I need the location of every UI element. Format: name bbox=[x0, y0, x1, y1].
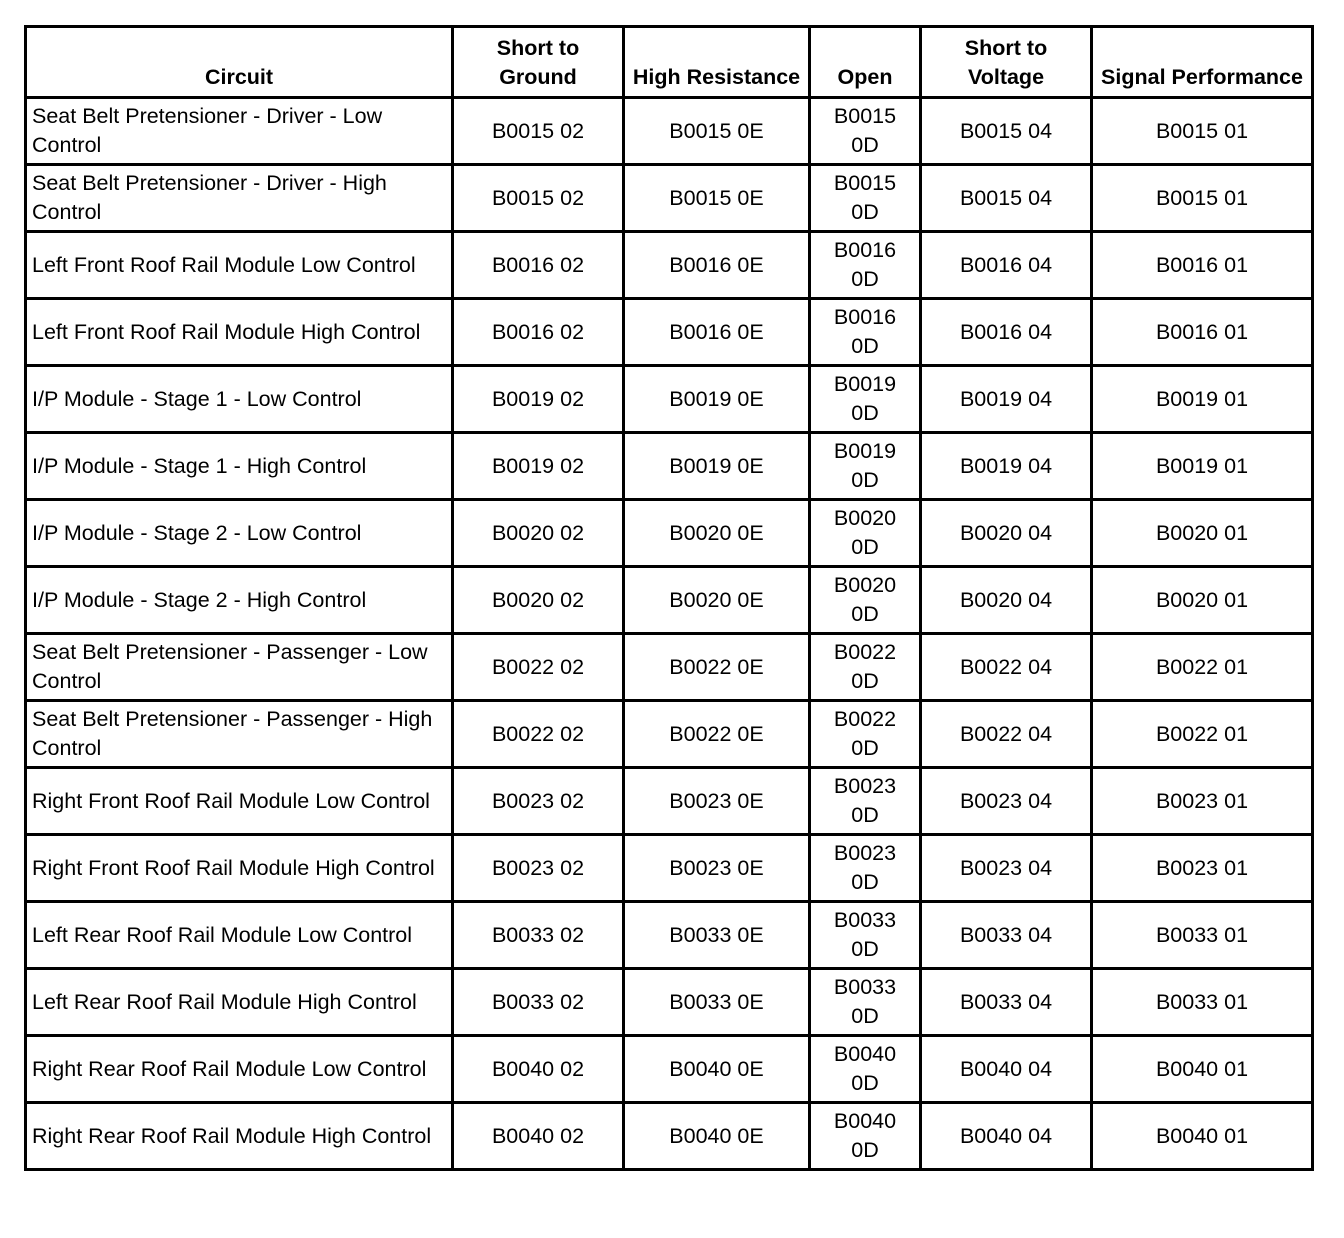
open-cell: B0022 0D bbox=[810, 634, 921, 701]
table-row bbox=[26, 969, 1313, 1036]
open-cell: B0033 0D bbox=[810, 969, 921, 1036]
high-resistance-cell: B0022 0E bbox=[624, 634, 810, 701]
short-to-ground-cell: B0023 02 bbox=[453, 835, 624, 902]
short-to-ground-cell: B0019 02 bbox=[453, 433, 624, 500]
open-cell: B0016 0D bbox=[810, 299, 921, 366]
high-resistance-cell: B0019 0E bbox=[624, 433, 810, 500]
short-to-voltage-cell: B0020 04 bbox=[921, 500, 1092, 567]
open-cell: B0033 0D bbox=[810, 902, 921, 969]
table-row bbox=[26, 902, 1313, 969]
header-short-to-ground: Short to Ground bbox=[453, 27, 624, 98]
table-row bbox=[26, 567, 1313, 634]
circuit-cell: Seat Belt Pretensioner - Driver - High Control bbox=[26, 165, 453, 232]
open-cell: B0040 0D bbox=[810, 1036, 921, 1103]
circuit-cell: Seat Belt Pretensioner - Driver - Low Control bbox=[26, 98, 453, 165]
signal-performance-cell: B0040 01 bbox=[1092, 1036, 1313, 1103]
header-open: Open bbox=[810, 27, 921, 98]
open-cell: B0040 0D bbox=[810, 1103, 921, 1170]
short-to-ground-cell: B0016 02 bbox=[453, 299, 624, 366]
circuit-cell: Seat Belt Pretensioner - Passenger - Low Control bbox=[26, 634, 453, 701]
header-circuit: Circuit bbox=[26, 27, 453, 98]
circuit-cell: Right Front Roof Rail Module Low Control bbox=[26, 768, 453, 835]
short-to-ground-cell: B0015 02 bbox=[453, 98, 624, 165]
table-row bbox=[26, 701, 1313, 768]
open-cell: B0020 0D bbox=[810, 567, 921, 634]
table-row bbox=[26, 366, 1313, 433]
short-to-voltage-cell: B0019 04 bbox=[921, 366, 1092, 433]
header-high-resistance: High Resistance bbox=[624, 27, 810, 98]
short-to-ground-cell: B0019 02 bbox=[453, 366, 624, 433]
high-resistance-cell: B0019 0E bbox=[624, 366, 810, 433]
open-cell: B0019 0D bbox=[810, 366, 921, 433]
short-to-voltage-cell: B0016 04 bbox=[921, 232, 1092, 299]
table-row bbox=[26, 433, 1313, 500]
signal-performance-cell: B0016 01 bbox=[1092, 299, 1313, 366]
signal-performance-cell: B0023 01 bbox=[1092, 835, 1313, 902]
short-to-voltage-cell: B0040 04 bbox=[921, 1036, 1092, 1103]
short-to-voltage-cell: B0022 04 bbox=[921, 634, 1092, 701]
header-row bbox=[26, 27, 1313, 98]
open-cell: B0022 0D bbox=[810, 701, 921, 768]
circuit-cell: Left Front Roof Rail Module High Control bbox=[26, 299, 453, 366]
table-row bbox=[26, 634, 1313, 701]
short-to-voltage-cell: B0040 04 bbox=[921, 1103, 1092, 1170]
open-cell: B0015 0D bbox=[810, 98, 921, 165]
circuit-cell: I/P Module - Stage 2 - High Control bbox=[26, 567, 453, 634]
signal-performance-cell: B0016 01 bbox=[1092, 232, 1313, 299]
short-to-voltage-cell: B0023 04 bbox=[921, 835, 1092, 902]
signal-performance-cell: B0022 01 bbox=[1092, 634, 1313, 701]
table-row bbox=[26, 500, 1313, 567]
short-to-ground-cell: B0015 02 bbox=[453, 165, 624, 232]
signal-performance-cell: B0019 01 bbox=[1092, 366, 1313, 433]
high-resistance-cell: B0015 0E bbox=[624, 98, 810, 165]
signal-performance-cell: B0023 01 bbox=[1092, 768, 1313, 835]
open-cell: B0020 0D bbox=[810, 500, 921, 567]
short-to-ground-cell: B0033 02 bbox=[453, 902, 624, 969]
short-to-ground-cell: B0020 02 bbox=[453, 500, 624, 567]
high-resistance-cell: B0016 0E bbox=[624, 232, 810, 299]
signal-performance-cell: B0020 01 bbox=[1092, 567, 1313, 634]
dtc-circuit-table bbox=[24, 25, 1314, 1171]
open-cell: B0019 0D bbox=[810, 433, 921, 500]
open-cell: B0015 0D bbox=[810, 165, 921, 232]
signal-performance-cell: B0033 01 bbox=[1092, 969, 1313, 1036]
short-to-voltage-cell: B0033 04 bbox=[921, 902, 1092, 969]
short-to-voltage-cell: B0019 04 bbox=[921, 433, 1092, 500]
circuit-cell: I/P Module - Stage 2 - Low Control bbox=[26, 500, 453, 567]
open-cell: B0023 0D bbox=[810, 768, 921, 835]
high-resistance-cell: B0020 0E bbox=[624, 500, 810, 567]
high-resistance-cell: B0033 0E bbox=[624, 969, 810, 1036]
high-resistance-cell: B0033 0E bbox=[624, 902, 810, 969]
signal-performance-cell: B0020 01 bbox=[1092, 500, 1313, 567]
short-to-voltage-cell: B0033 04 bbox=[921, 969, 1092, 1036]
short-to-voltage-cell: B0020 04 bbox=[921, 567, 1092, 634]
table-row bbox=[26, 299, 1313, 366]
high-resistance-cell: B0023 0E bbox=[624, 768, 810, 835]
high-resistance-cell: B0015 0E bbox=[624, 165, 810, 232]
short-to-voltage-cell: B0023 04 bbox=[921, 768, 1092, 835]
high-resistance-cell: B0023 0E bbox=[624, 835, 810, 902]
signal-performance-cell: B0040 01 bbox=[1092, 1103, 1313, 1170]
circuit-cell: Left Front Roof Rail Module Low Control bbox=[26, 232, 453, 299]
circuit-cell: I/P Module - Stage 1 - Low Control bbox=[26, 366, 453, 433]
table-row bbox=[26, 98, 1313, 165]
circuit-cell: Seat Belt Pretensioner - Passenger - High Control bbox=[26, 701, 453, 768]
circuit-cell: Left Rear Roof Rail Module Low Control bbox=[26, 902, 453, 969]
short-to-ground-cell: B0040 02 bbox=[453, 1036, 624, 1103]
table-row bbox=[26, 768, 1313, 835]
high-resistance-cell: B0016 0E bbox=[624, 299, 810, 366]
circuit-cell: Right Rear Roof Rail Module High Control bbox=[26, 1103, 453, 1170]
table-row bbox=[26, 1103, 1313, 1170]
signal-performance-cell: B0015 01 bbox=[1092, 98, 1313, 165]
high-resistance-cell: B0040 0E bbox=[624, 1036, 810, 1103]
circuit-cell: I/P Module - Stage 1 - High Control bbox=[26, 433, 453, 500]
high-resistance-cell: B0040 0E bbox=[624, 1103, 810, 1170]
table-row bbox=[26, 165, 1313, 232]
high-resistance-cell: B0022 0E bbox=[624, 701, 810, 768]
circuit-cell: Right Front Roof Rail Module High Control bbox=[26, 835, 453, 902]
table-row bbox=[26, 232, 1313, 299]
short-to-ground-cell: B0033 02 bbox=[453, 969, 624, 1036]
short-to-ground-cell: B0040 02 bbox=[453, 1103, 624, 1170]
short-to-ground-cell: B0022 02 bbox=[453, 634, 624, 701]
table-row bbox=[26, 835, 1313, 902]
short-to-ground-cell: B0020 02 bbox=[453, 567, 624, 634]
table-body bbox=[26, 98, 1313, 1170]
short-to-voltage-cell: B0022 04 bbox=[921, 701, 1092, 768]
signal-performance-cell: B0033 01 bbox=[1092, 902, 1313, 969]
short-to-voltage-cell: B0015 04 bbox=[921, 98, 1092, 165]
signal-performance-cell: B0019 01 bbox=[1092, 433, 1313, 500]
header-short-to-voltage: Short to Voltage bbox=[921, 27, 1092, 98]
short-to-ground-cell: B0022 02 bbox=[453, 701, 624, 768]
high-resistance-cell: B0020 0E bbox=[624, 567, 810, 634]
signal-performance-cell: B0022 01 bbox=[1092, 701, 1313, 768]
open-cell: B0023 0D bbox=[810, 835, 921, 902]
table-row bbox=[26, 1036, 1313, 1103]
header-signal-performance: Signal Performance bbox=[1092, 27, 1313, 98]
short-to-voltage-cell: B0015 04 bbox=[921, 165, 1092, 232]
short-to-voltage-cell: B0016 04 bbox=[921, 299, 1092, 366]
circuit-cell: Right Rear Roof Rail Module Low Control bbox=[26, 1036, 453, 1103]
short-to-ground-cell: B0016 02 bbox=[453, 232, 624, 299]
circuit-cell: Left Rear Roof Rail Module High Control bbox=[26, 969, 453, 1036]
signal-performance-cell: B0015 01 bbox=[1092, 165, 1313, 232]
short-to-ground-cell: B0023 02 bbox=[453, 768, 624, 835]
open-cell: B0016 0D bbox=[810, 232, 921, 299]
